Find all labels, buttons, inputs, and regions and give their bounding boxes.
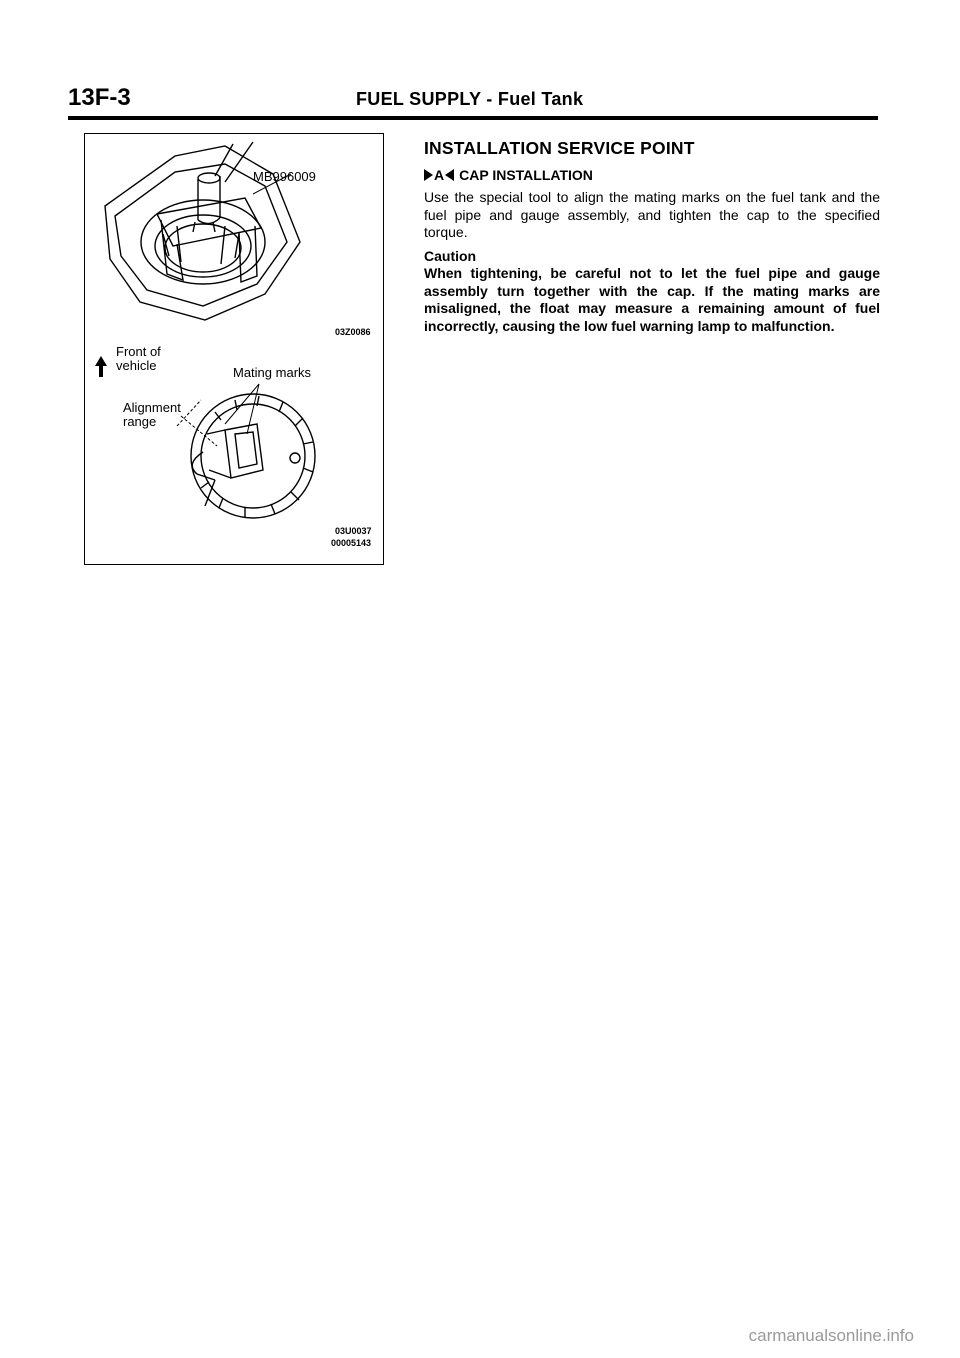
section-heading: INSTALLATION SERVICE POINT xyxy=(424,138,695,158)
instructions-column xyxy=(424,138,880,335)
body-paragraph: Use the special tool to align the mating marks on the fuel tank and the fuel pipe and gauge assembly, and tighten the cap to the specified torque. xyxy=(424,189,880,240)
front-arrow-icon xyxy=(95,356,107,377)
sub-heading-letter: A xyxy=(434,167,445,183)
illustration-panel xyxy=(84,133,384,565)
mating-marks-drawing xyxy=(177,384,315,518)
header-rule xyxy=(68,116,878,120)
sub-heading-text: CAP INSTALLATION xyxy=(459,167,593,183)
front-of-vehicle-label: Front of vehicle xyxy=(116,344,161,373)
right-arrow-icon xyxy=(424,169,433,181)
caution-label: Caution xyxy=(424,247,477,264)
figure-code-bottom-2: 00005143 xyxy=(331,538,372,548)
page-title: FUEL SUPPLY - Fuel Tank xyxy=(356,89,584,109)
tool-label: MB996009 xyxy=(253,169,316,184)
page-number: 13F-3 xyxy=(68,84,131,111)
figure-code-top: 03Z0086 xyxy=(335,327,371,337)
watermark: carmanualsonline.info xyxy=(748,1326,914,1345)
figure-code-bottom-1: 03U0037 xyxy=(335,526,372,536)
caution-text: When tightening, be careful not to let the fuel pipe and gauge assembly turn together with the cap. If the mating marks are misaligned, the float may measure a remaining amount of fuel incorrectly, causing the low fuel warning lamp to malfunction. xyxy=(424,265,880,334)
sub-heading xyxy=(424,167,880,183)
left-arrow-icon xyxy=(445,169,454,181)
mating-marks-label: Mating marks xyxy=(233,365,312,380)
alignment-range-label: Alignment range xyxy=(123,400,181,429)
